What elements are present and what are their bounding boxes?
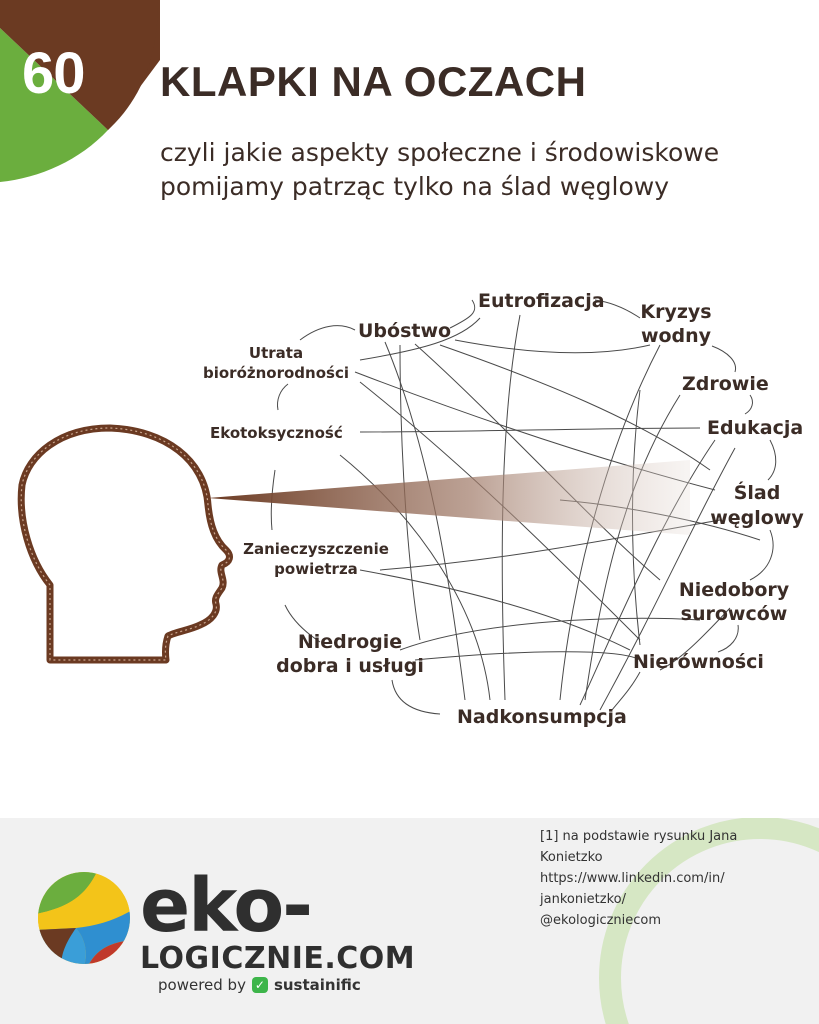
node-nadkonsumpcja: Nadkonsumpcja xyxy=(457,706,627,728)
eko-logo-icon xyxy=(36,870,132,966)
head-icon xyxy=(21,428,229,660)
node-niedobory-surowcow: Niedobory xyxy=(678,579,790,601)
badge-number: 60 xyxy=(22,41,85,106)
subtitle-line: pomijamy patrząc tylko na ślad węglowy xyxy=(160,172,669,201)
vision-beam xyxy=(208,460,690,535)
subtitle-line: czyli jakie aspekty społeczne i środowiskowe xyxy=(160,138,720,167)
source-link[interactable]: https://www.linkedin.com/in/ xyxy=(540,871,725,886)
node-kryzys-wodny: wodny xyxy=(640,325,712,347)
source-note xyxy=(540,826,790,931)
source-line: [1] na podstawie rysunku Jana xyxy=(540,829,738,844)
node-nierownosci: Nierówności xyxy=(633,651,764,673)
powered-by-label: powered by xyxy=(158,976,246,994)
node-zdrowie: Zdrowie xyxy=(682,373,769,395)
node-niedrogie-dobra: dobra i usługi xyxy=(276,655,424,677)
footer xyxy=(0,818,819,1024)
page-title: KLAPKI NA OCZACH xyxy=(160,58,587,105)
powered-by xyxy=(158,976,361,994)
node-ubostwo: Ubóstwo xyxy=(358,320,452,342)
node-eutrofizacja: Eutrofizacja xyxy=(478,290,605,312)
page-subtitle xyxy=(160,136,800,204)
node-slad-weglowy: Ślad xyxy=(733,482,781,504)
node-zanieczyszczenie-powietrza: powietrza xyxy=(274,560,358,578)
sustainific-label: sustainific xyxy=(273,976,361,994)
node-slad-weglowy: węglowy xyxy=(710,507,804,529)
node-edukacja: Edukacja xyxy=(707,417,804,439)
node-utrata-bioroznorodnosci: bioróżnorodności xyxy=(203,364,349,382)
logo-domain: LOGICZNIE.COM xyxy=(140,941,416,976)
source-line: Konietzko xyxy=(540,850,603,865)
node-niedrogie-dobra: Niedrogie xyxy=(297,631,403,653)
leaf-icon: ✓ xyxy=(252,977,268,993)
logo-wordmark: eko- xyxy=(140,863,311,949)
node-utrata-bioroznorodnosci: Utrata xyxy=(248,344,304,362)
source-link[interactable]: jankonietzko/ xyxy=(540,892,627,907)
node-zanieczyszczenie-powietrza: Zanieczyszczenie xyxy=(243,540,389,558)
node-kryzys-wodny: Kryzys xyxy=(640,301,712,323)
aspects-diagram xyxy=(0,270,819,740)
social-handle[interactable]: @ekologiczniecom xyxy=(540,913,662,928)
node-ekotoksycznosc: Ekotoksyczność xyxy=(210,424,343,442)
node-niedobory-surowcow: surowców xyxy=(680,603,788,625)
